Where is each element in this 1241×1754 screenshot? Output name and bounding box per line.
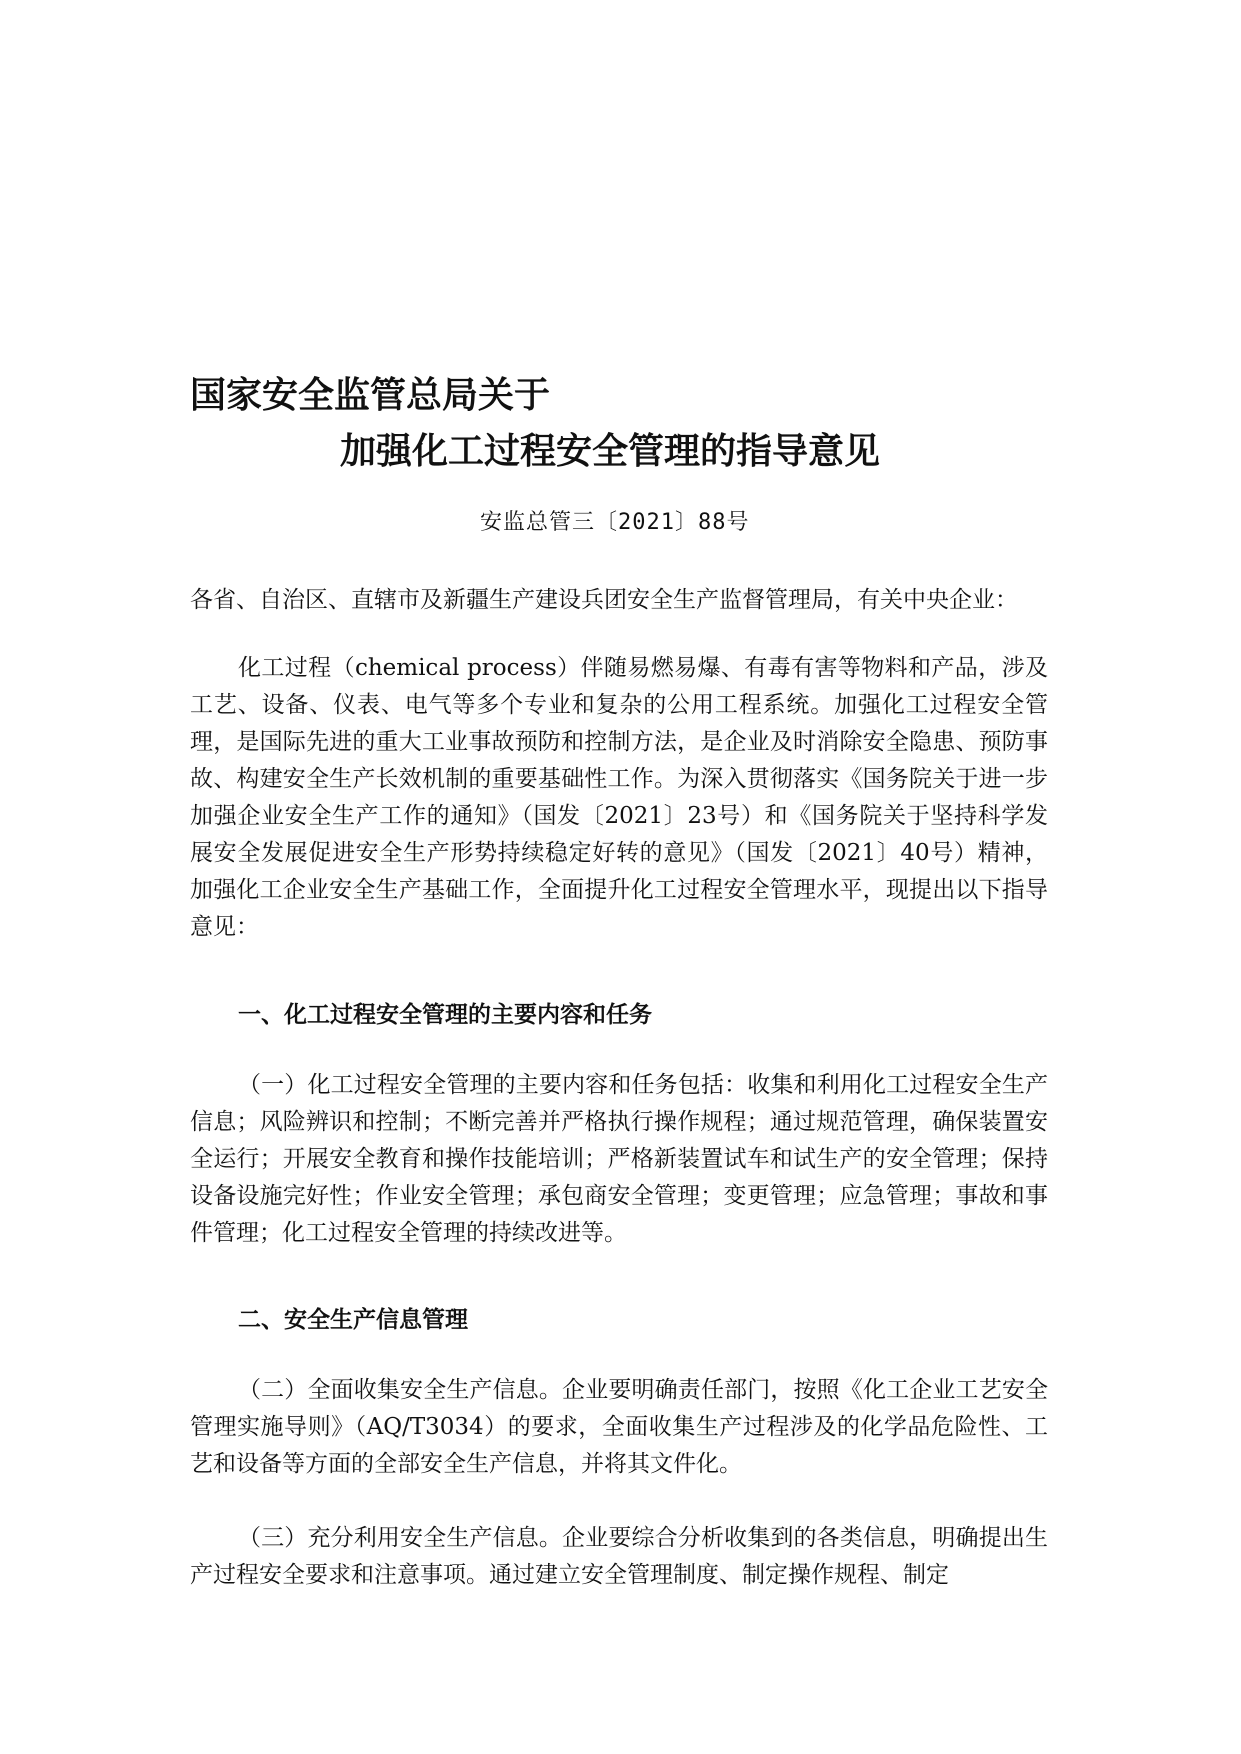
salutation: 各省、自治区、直辖市及新疆生产建设兵团安全生产监督管理局，有关中央企业： [190, 587, 1018, 613]
document-number: 安监总管三〔2021〕88号 [480, 510, 750, 535]
section1-heading: 一、化工过程安全管理的主要内容和任务 [238, 1002, 652, 1028]
section2-heading: 二、安全生产信息管理 [238, 1307, 468, 1333]
intro-paragraph: 化工过程（chemical process）伴随易燃易爆、有毒有害等物料和产品，涉及工艺、设备、仪表、电气等多个专业和复杂的公用工程系统。加强化工过程安全管理，是国际先进的重大工业事故预防和控制方法，是企业及时消除安全隐患、预防事故、构建安全生产长效机制的重要基础性工作。为深入贯彻落实《国务院关于进一步加强企业安全生产工作的通知》（国发〔2021〕23号）和《国务院关于坚持科学发展安全发展促进安全生产形势持续稳定好转的意见》（国发〔2021〕40号）精神，加强化工企业安全生产基础工作，全面提升化工过程安全管理水平，现提出以下指导意见： [190, 655, 1048, 940]
section1-paragraph-1: （一）化工过程安全管理的主要内容和任务包括：收集和利用化工过程安全生产信息；风险辨识和控制；不断完善并严格执行操作规程；通过规范管理，确保装置安全运行；开展安全教育和操作技能培训；严格新装置试车和试生产的安全管理；保持设备设施完好性；作业安全管理；承包商安全管理；变更管理；应急管理；事故和事件管理；化工过程安全管理的持续改进等。 [190, 1072, 1048, 1246]
section2-paragraph-2: （三）充分利用安全生产信息。企业要综合分析收集到的各类信息，明确提出生产过程安全要求和注意事项。通过建立安全管理制度、制定操作规程、制定 [190, 1525, 1048, 1588]
document-title-line1: 国家安全监管总局关于 [190, 375, 551, 416]
section2-paragraph-1: （二）全面收集安全生产信息。企业要明确责任部门，按照《化工企业工艺安全管理实施导则》（AQ/T3034）的要求，全面收集生产过程涉及的化学品危险性、工艺和设备等方面的全部安全生产信息，并将其文件化。 [190, 1377, 1048, 1477]
document-title-line2: 加强化工过程安全管理的指导意见 [340, 431, 881, 472]
